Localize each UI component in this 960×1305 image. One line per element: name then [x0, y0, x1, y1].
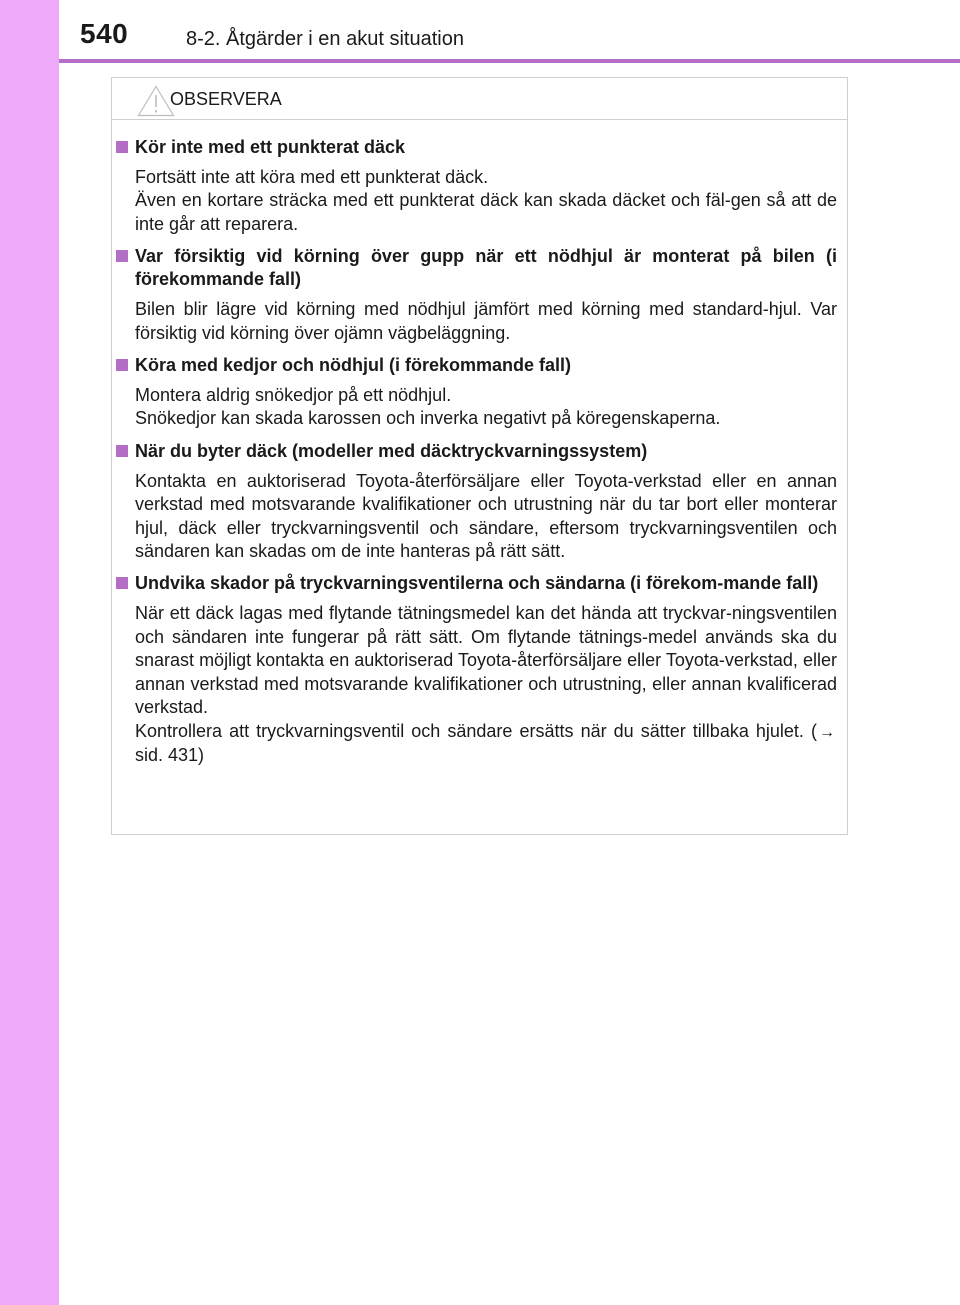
square-bullet-icon	[116, 141, 128, 153]
item-paragraph: När ett däck lagas med flytande tätningsmedel kan det hända att tryckvar-ningsventilen och sändaren inte fungerar på rätt sätt. Om flytande tätnings-medel används ska du snarast möjligt kontakta en auktoriserad Toyota-återförsäljare eller Toyota-verkstad, eller annan verkstad med motsvarande kvalifikationer och utrustning, eller annan kvalificerad verkstad.	[135, 603, 837, 718]
caution-title: OBSERVERA	[170, 89, 282, 109]
section-title: 8-2. Åtgärder i en akut situation	[186, 28, 464, 50]
caution-item	[114, 440, 837, 564]
page-number: 540	[80, 18, 129, 49]
item-heading: Kör inte med ett punkterat däck	[135, 137, 406, 157]
square-bullet-icon	[116, 359, 128, 371]
side-tab-bar	[0, 0, 59, 1305]
item-paragraph: Montera aldrig snökedjor på ett nödhjul.	[135, 385, 452, 406]
header-rule	[59, 59, 960, 63]
item-paragraph: Snökedjor kan skada karossen och inverka negativt på köregenskaperna.	[135, 408, 721, 429]
item-heading: Var försiktig vid körning över gupp när ett nödhjul är monterat på bilen (i förekommande fall)	[135, 246, 837, 290]
item-heading: Köra med kedjor och nödhjul (i förekommande fall)	[135, 355, 572, 376]
item-paragraph: Även en kortare sträcka med ett punkterat däck kan skada däcket och fäl-gen så att de inte går att reparera.	[135, 190, 837, 234]
caution-item	[114, 136, 837, 236]
item-paragraph: Fortsätt inte att köra med ett punkterat däck.	[135, 167, 489, 187]
item-heading: Undvika skador på tryckvarningsventilerna och sändarna (i förekom-mande fall)	[135, 573, 819, 594]
caution-box	[111, 77, 848, 835]
caution-item	[114, 245, 837, 345]
caution-item	[114, 354, 837, 431]
caution-header	[112, 78, 847, 120]
right-arrow-icon: →	[819, 723, 835, 741]
square-bullet-icon	[116, 577, 128, 589]
page-reference-link[interactable]: sid. 431)	[135, 744, 205, 765]
paragraph-text: Kontrollera att tryckvarningsventil och sändare ersätts när du sätter tillbaka hjulet. (	[135, 720, 817, 741]
item-paragraph: Kontakta en auktoriserad Toyota-återförsäljare eller Toyota-verkstad eller en annan verkstad med motsvarande kvalifikationer och utrustning när du tar bort eller monterar hjul, däck eller tryckvarningsventil och sändare, eftersom tryckvarningsventilen och sändaren kan skadas om de inte hanteras på rätt sätt.	[135, 470, 837, 562]
caution-body	[112, 120, 847, 767]
item-heading: När du byter däck (modeller med däcktryckvarningssystem)	[135, 440, 648, 461]
square-bullet-icon	[116, 445, 128, 457]
square-bullet-icon	[116, 250, 128, 262]
item-paragraph: Bilen blir lägre vid körning med nödhjul jämfört med körning med standard-hjul. Var försiktig vid körning över ojämn vägbeläggning.	[135, 299, 837, 343]
item-paragraph	[135, 720, 837, 768]
caution-item	[114, 572, 837, 767]
